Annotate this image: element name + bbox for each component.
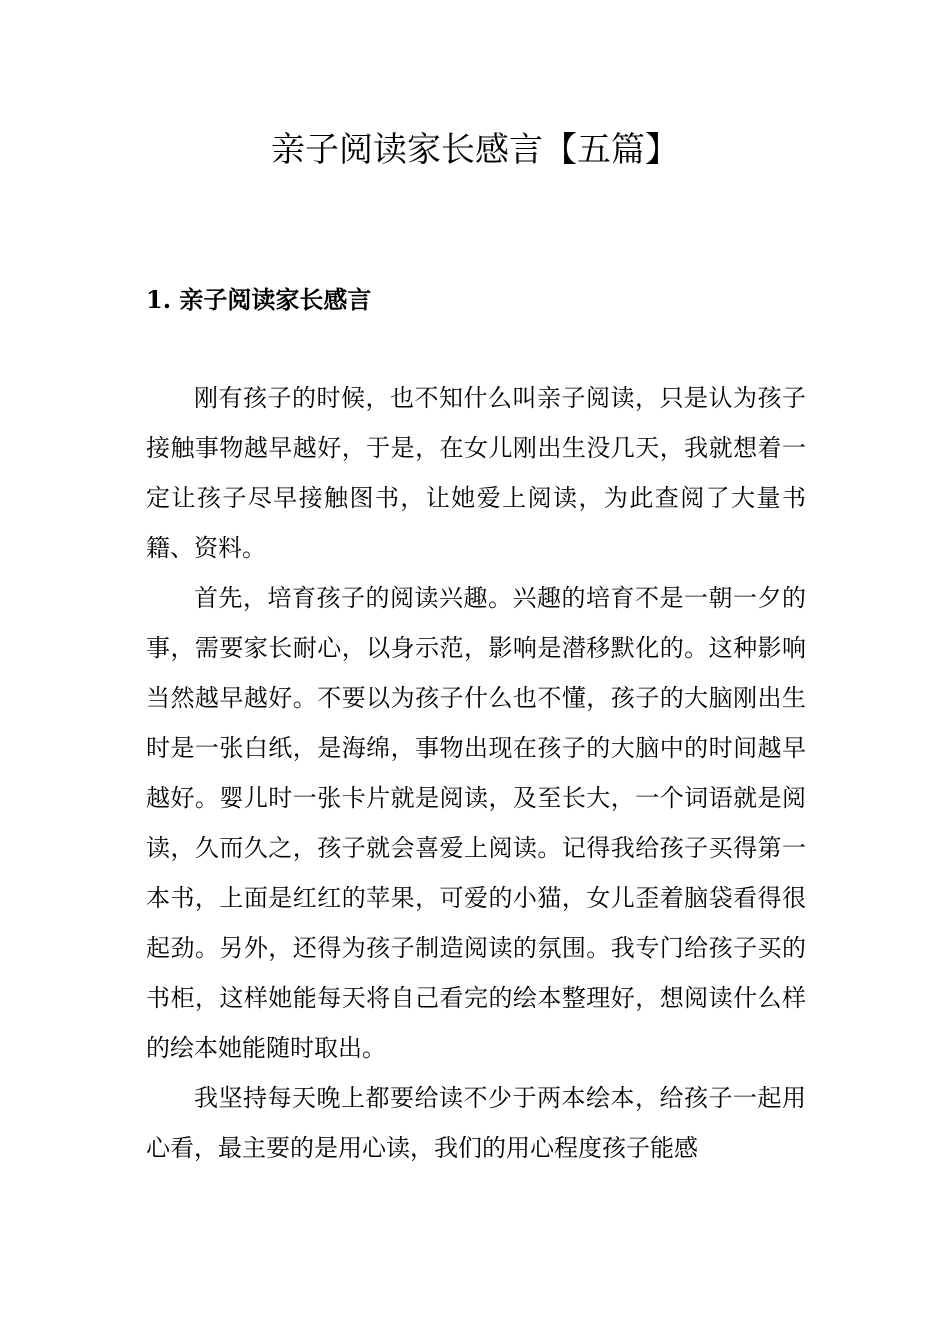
document-title: 亲子阅读家长感言【五篇】 [271,130,679,170]
paragraph-3: 我坚持每天晚上都要给读不少于两本绘本，给孩子一起用心看，最主要的是用心读，我们的用心程度孩子能感 [146,1084,806,1162]
paragraph-1: 刚有孩子的时候，也不知什么叫亲子阅读，只是认为孩子接触事物越早越好，于是，在女儿刚出生没几天，我就想着一定让孩子尽早接触图书，让她爱上阅读，为此查阅了大量书籍、资料。 [146,384,806,562]
paragraph-2: 首先，培育孩子的阅读兴趣。兴趣的培育不是一朝一夕的事，需要家长耐心，以身示范，影响是潜移默化的。这种影响当然越早越好。不要以为孩子什么也不懂，孩子的大脑刚出生时是一张白纸，是海绵，事物出现在孩子的大脑中的时间越早越好。婴儿时一张卡片就是阅读，及至长大，一个词语就是阅读，久而久之，孩子就会喜爱上阅读。记得我给孩子买得第一本书，上面是红红的苹果，可爱的小猫，女儿歪着脑袋看得很起劲。另外，还得为孩子制造阅读的氛围。我专门给孩子买的书柜，这样她能每天将自己看完的绘本整理好，想阅读什么样的绘本她能随时取出。 [146,584,806,1062]
section-heading: 1. 亲子阅读家长感言 [146,285,372,314]
document-body [146,373,806,1173]
